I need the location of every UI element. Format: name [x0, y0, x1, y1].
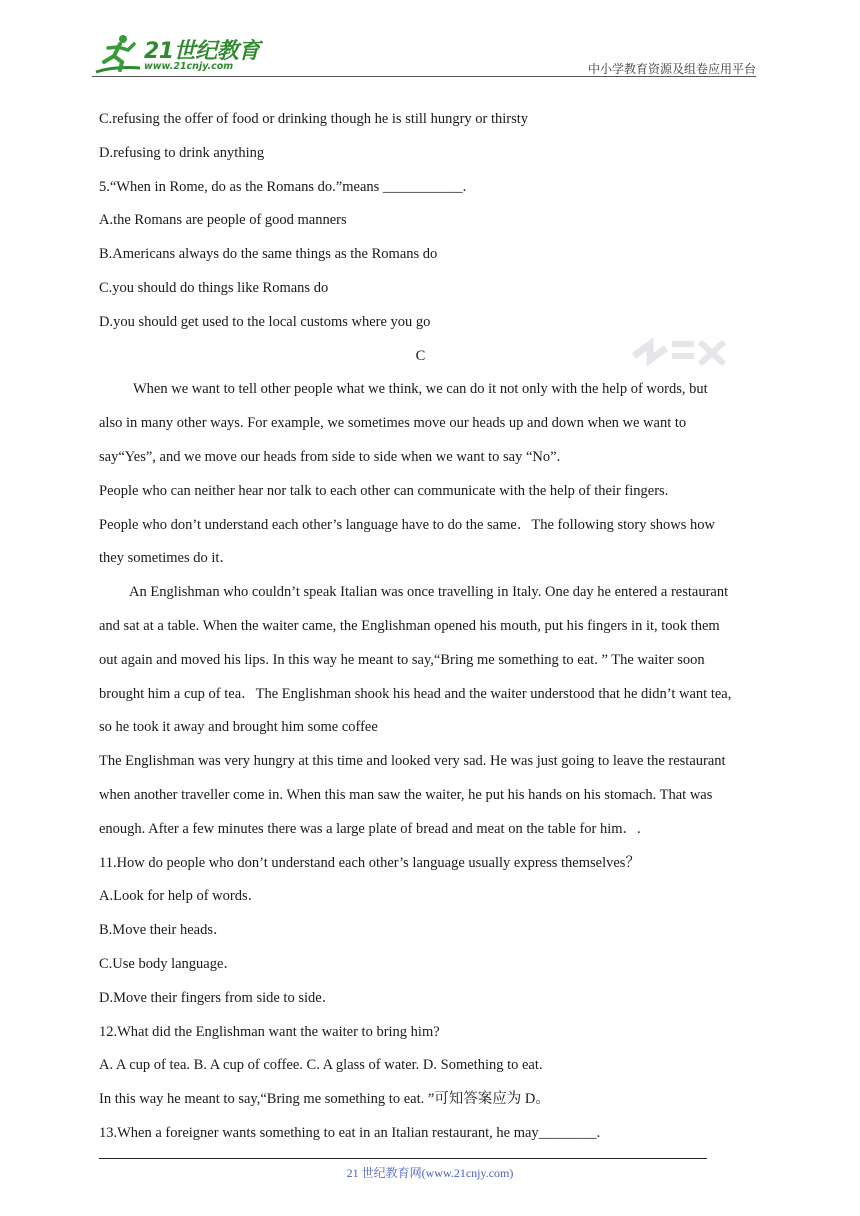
- question-line: 12.What did the Englishman want the waiter to bring him?: [99, 1023, 440, 1040]
- page-header: [92, 30, 756, 80]
- passage-line: People who can neither hear nor talk to each other can communicate with the help of their fingers.: [99, 482, 669, 499]
- passage-line: also in many other ways. For example, we sometimes move our heads up and down when we want to: [99, 415, 687, 432]
- option-line: A.the Romans are people of good manners: [99, 212, 347, 229]
- passage-line: they sometimes do it．: [99, 550, 234, 567]
- option-line: C.Use body language．: [99, 955, 238, 972]
- option-line: A.Look for help of words．: [99, 888, 263, 905]
- passage-line: The Englishman was very hungry at this time and looked very sad. He was just going to leave the restaurant: [99, 753, 726, 770]
- footer-divider: [99, 1158, 707, 1159]
- logo: [92, 32, 262, 76]
- option-line: D.refusing to drink anything: [99, 144, 265, 161]
- option-line: D.you should get used to the local customs where you go: [99, 313, 431, 330]
- passage-line: When we want to tell other people what we think, we can do it not only with the help of words, but: [133, 381, 708, 398]
- passage-line: say“Yes”, and we move our heads from side to side when we want to say “No”.: [99, 448, 561, 465]
- section-heading: C: [415, 347, 426, 364]
- passage-line: An Englishman who couldn’t speak Italian was once travelling in Italy. One day he entered a restaurant: [129, 584, 729, 601]
- passage-line: so he took it away and brought him some coffee: [99, 719, 378, 736]
- passage-line: brought him a cup of tea．The Englishman shook his head and the waiter understood that he didn’t want tea,: [99, 685, 732, 702]
- logo-text: 21世纪教育: [144, 39, 260, 64]
- header-platform-title: 中小学教育资源及组卷应用平台: [587, 62, 756, 76]
- header-divider: [92, 76, 756, 77]
- question-line: 5.“When in Rome, do as the Romans do.”means ___________.: [99, 178, 467, 195]
- runner-logo-icon: [92, 32, 148, 76]
- option-line: C.you should do things like Romans do: [99, 279, 329, 296]
- question-line: 13.When a foreigner wants something to eat in an Italian restaurant, he may________.: [99, 1124, 601, 1141]
- explanation-line: In this way he meant to say,“Bring me something to eat. ”可知答案应为 D。: [99, 1091, 550, 1108]
- logo-url: www.21cnjy.com: [144, 61, 234, 72]
- passage-line: enough. After a few minutes there was a large plate of bread and meat on the table for him．.: [99, 820, 641, 837]
- footer-text: 21 世纪教育网(www.21cnjy.com): [346, 1166, 514, 1180]
- option-line: B.Americans always do the same things as the Romans do: [99, 246, 438, 263]
- passage-line: People who don’t understand each other’s language have to do the same．The following story shows how: [99, 516, 715, 533]
- option-line: B.Move their heads．: [99, 922, 228, 939]
- passage-line: when another traveller come in. When this man saw the waiter, he put his hands on his stomach. That was: [99, 786, 713, 803]
- passage-line: and sat at a table. When the waiter came, the Englishman opened his mouth, put his fingers in it, took them: [99, 617, 720, 634]
- option-line: D.Move their fingers from side to side．: [99, 989, 337, 1006]
- passage-line: out again and moved his lips. In this way he meant to say,“Bring me something to eat. ” The waiter soon: [99, 651, 705, 668]
- document-body: [99, 103, 764, 1151]
- question-line: 11.How do people who don’t understand each other’s language usually express themselves？: [99, 854, 640, 871]
- option-line: C.refusing the offer of food or drinking though he is still hungry or thirsty: [99, 111, 529, 127]
- option-line: A. A cup of tea. B. A cup of coffee. C. A glass of water. D. Something to eat.: [99, 1057, 543, 1074]
